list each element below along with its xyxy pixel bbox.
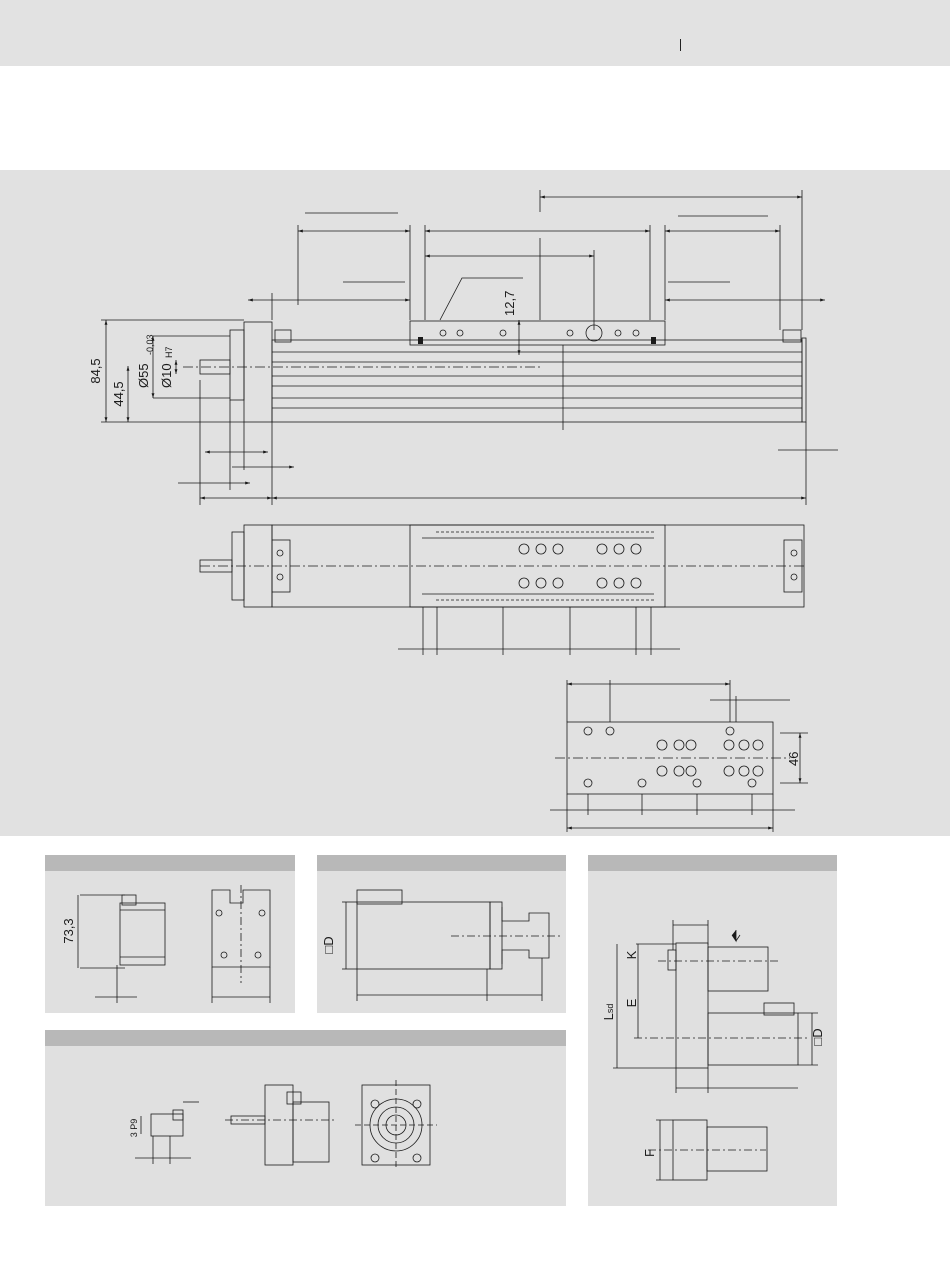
motor-height-label: 73,3 xyxy=(61,918,76,944)
side-e-label: E xyxy=(624,998,639,1008)
height-total-label: 84,5 xyxy=(88,358,103,384)
bolt-spacing-label: 46 xyxy=(786,751,801,766)
motor-drawing xyxy=(45,855,295,1013)
motor-side-panel xyxy=(317,855,566,1013)
motor-side-drawing xyxy=(317,855,566,1013)
shaft-key-panel xyxy=(45,1030,566,1206)
side-mount-panel xyxy=(588,855,837,1206)
linear-axis-drawing xyxy=(0,170,950,836)
side-mount-drawing xyxy=(588,855,837,1206)
header-separator xyxy=(680,39,681,51)
shaft-fit-label: H7 xyxy=(164,346,174,358)
axis-height-label: 44,5 xyxy=(111,381,126,407)
carriage-height-label: 12,7 xyxy=(502,290,517,316)
centering-dia-label: Ø55 xyxy=(136,363,151,388)
header-band xyxy=(0,0,950,66)
side-lsd-label: Lsd xyxy=(601,1003,616,1021)
key-width-label: 3 P9 xyxy=(129,1118,139,1138)
centering-tol-label: -0,03 xyxy=(145,334,155,355)
side-d-label: □D xyxy=(810,1028,825,1046)
shaft-dia-label: Ø10 xyxy=(159,363,174,388)
motor-dimensions-panel xyxy=(45,855,295,1013)
side-k-label: K xyxy=(624,950,639,960)
side-f-label: F xyxy=(642,1149,657,1157)
shaft-key-drawing xyxy=(45,1030,566,1206)
main-drawing-panel xyxy=(0,170,950,836)
motor-square-label: □D xyxy=(321,936,336,954)
